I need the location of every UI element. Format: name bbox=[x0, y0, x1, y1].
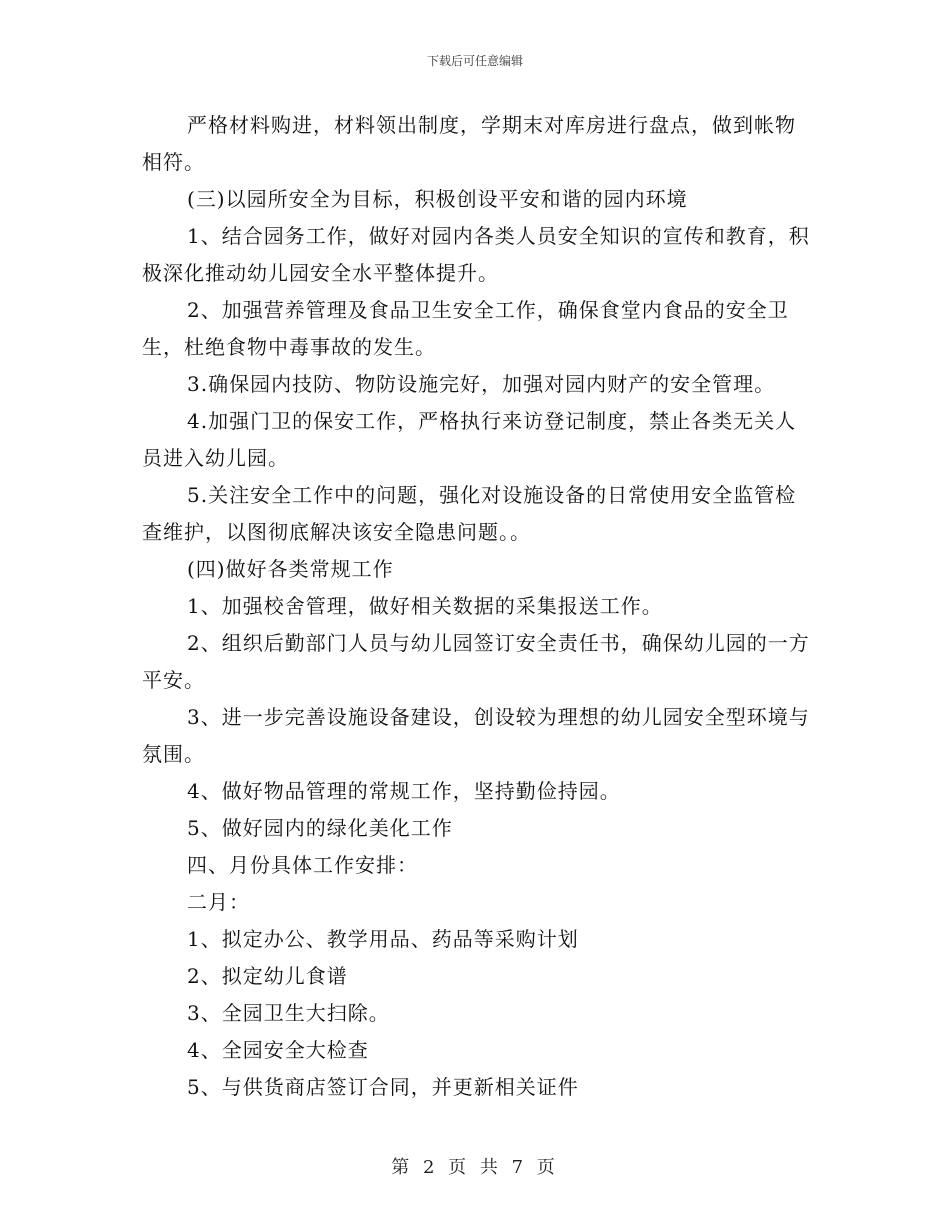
paragraph: 2、组织后勤部门人员与幼儿园签订安全责任书，确保幼儿园的一方平安。 bbox=[142, 631, 810, 692]
paragraph: 5.关注安全工作中的问题，强化对设施设备的日常使用安全监管检查维护，以图彻底解决该安全隐患问题。。 bbox=[142, 483, 797, 544]
paragraph: (三)以园所安全为目标，积极创设平安和谐的园内环境 bbox=[187, 187, 688, 211]
paragraph: (四)做好各类常规工作 bbox=[187, 557, 394, 581]
paragraph: 5、做好园内的绿化美化工作 bbox=[187, 816, 453, 840]
paragraph: 5、与供货商店签订合同，并更新相关证件 bbox=[187, 1075, 579, 1099]
document-body bbox=[142, 107, 812, 1106]
paragraph: 3、全园卫生大扫除。 bbox=[187, 1001, 390, 1025]
page-number: 第 2 页 共 7 页 bbox=[391, 1157, 559, 1178]
paragraph: 2、加强营养管理及食品卫生安全工作，确保食堂内食品的安全卫生，杜绝食物中毒事故的发生。 bbox=[142, 298, 789, 359]
paragraph: 1、结合园务工作，做好对园内各类人员安全知识的宣传和教育，积极深化推动幼儿园安全水平整体提升。 bbox=[142, 224, 810, 285]
paragraph: 2、拟定幼儿食谱 bbox=[187, 964, 348, 988]
paragraph: 3.确保园内技防、物防设施完好，加强对园内财产的安全管理。 bbox=[187, 372, 776, 396]
paragraph: 3、进一步完善设施设备建设，创设较为理想的幼儿园安全型环境与氛围。 bbox=[142, 705, 810, 766]
paragraph: 1、拟定办公、教学用品、药品等采购计划 bbox=[187, 927, 579, 951]
paragraph: 4、全园安全大检查 bbox=[187, 1038, 369, 1062]
paragraph: 1、加强校舍管理，做好相关数据的采集报送工作。 bbox=[187, 594, 663, 618]
paragraph: 4、做好物品管理的常规工作，坚持勤俭持园。 bbox=[187, 779, 621, 803]
paragraph: 二月： bbox=[187, 890, 250, 914]
paragraph: 四、月份具体工作安排： bbox=[187, 853, 418, 877]
paragraph: 4.加强门卫的保安工作，严格执行来访登记制度，禁止各类无关人员进入幼儿园。 bbox=[142, 409, 797, 470]
paragraph: 严格材料购进，材料领出制度，学期末对库房进行盘点，做到帐物相符。 bbox=[142, 113, 796, 174]
page-header: 下载后可任意编辑 bbox=[426, 54, 523, 68]
